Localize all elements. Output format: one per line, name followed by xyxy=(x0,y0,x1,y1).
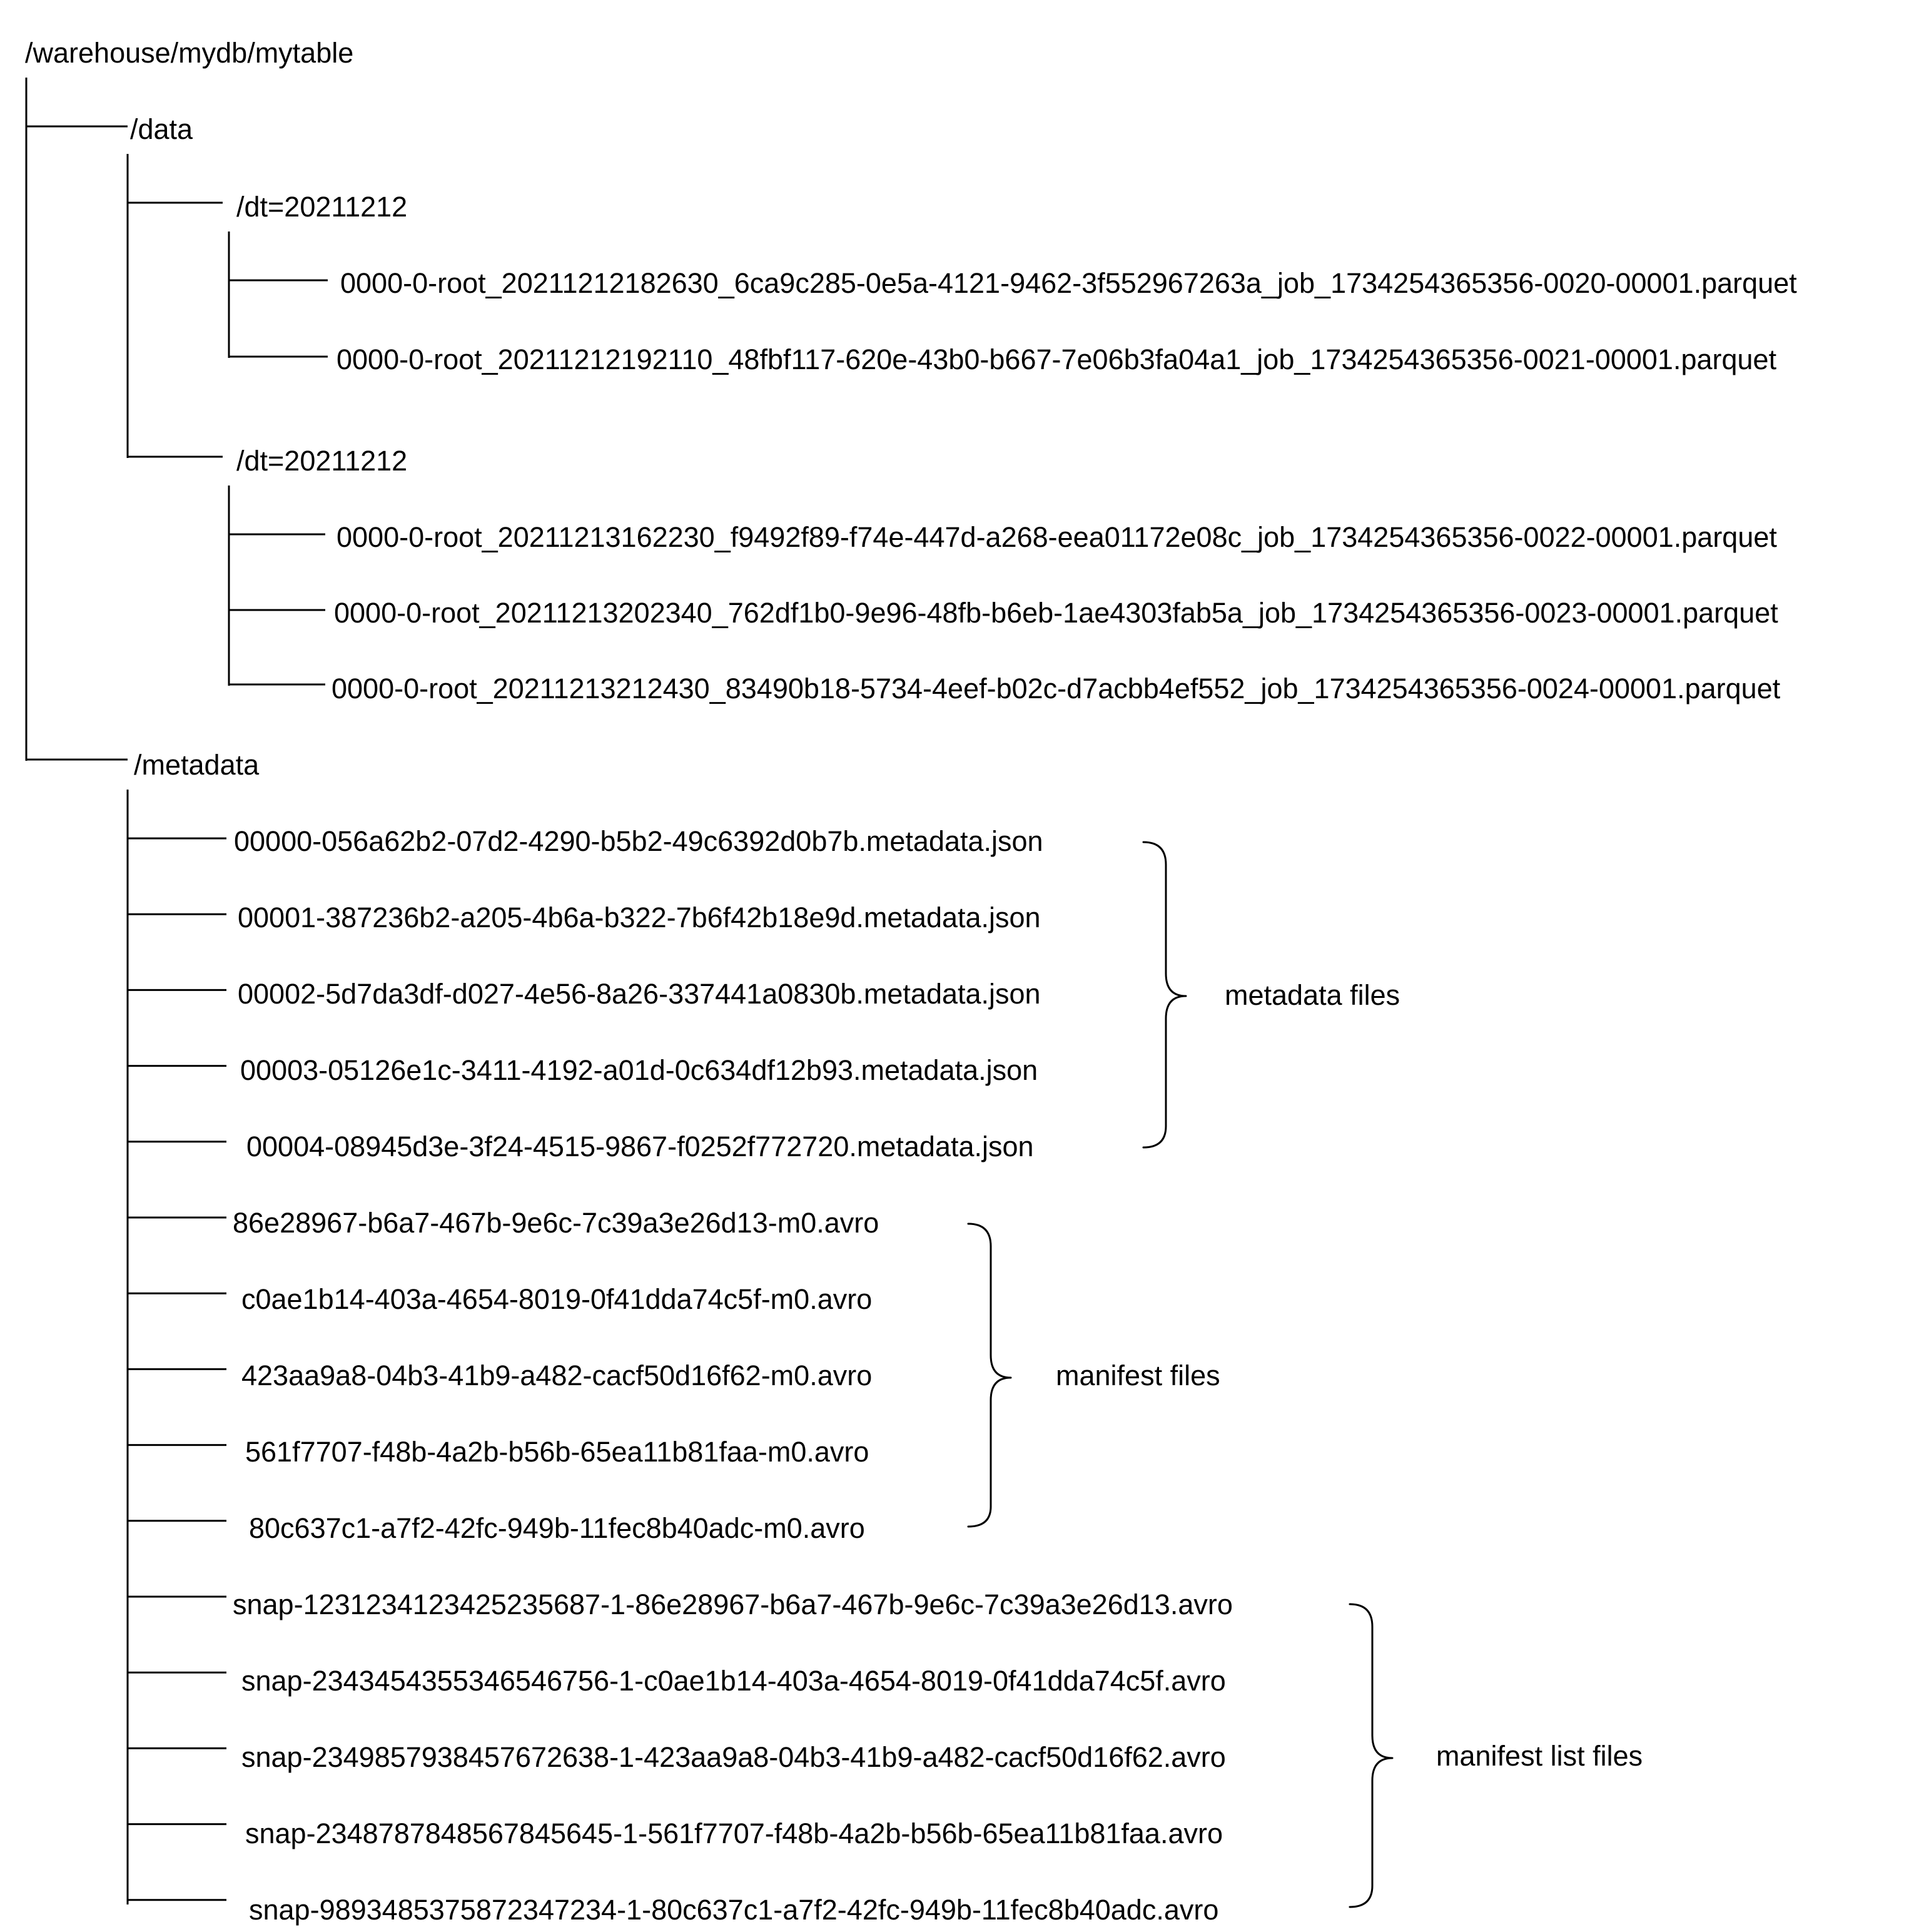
manifest-avro-file: 80c637c1-a7f2-42fc-949b-11fec8b40adc-m0.avro xyxy=(249,1512,865,1544)
metadata-json-file: 00003-05126e1c-3411-4192-a01d-0c634df12b93.metadata.json xyxy=(240,1054,1038,1086)
metadata-json-file: 00002-5d7da3df-d027-4e56-8a26-337441a0830b.metadata.json xyxy=(238,978,1041,1010)
manifest-list-avro-file: snap-2343454355346546756-1-c0ae1b14-403a-4654-8019-0f41dda74c5f.avro xyxy=(241,1665,1226,1697)
manifest-avro-file: c0ae1b14-403a-4654-8019-0f41dda74c5f-m0.avro xyxy=(241,1283,873,1315)
parquet-file: 0000-0-root_20211213162230_f9492f89-f74e-447d-a268-eea01172e08c_job_1734254365356-0022-00001.parquet xyxy=(337,521,1777,553)
metadata-files-brace xyxy=(1143,842,1186,1147)
parquet-file: 0000-0-root_20211212182630_6ca9c285-0e5a-4121-9462-3f552967263a_job_1734254365356-0020-00001.parquet xyxy=(340,267,1797,299)
manifest-list-avro-file: snap-2348787848567845645-1-561f7707-f48b-4a2b-b56b-65ea11b81faa.avro xyxy=(245,1818,1223,1849)
manifest-avro-file: 423aa9a8-04b3-41b9-a482-cacf50d16f62-m0.avro xyxy=(241,1360,873,1391)
manifest-list-files-brace xyxy=(1350,1604,1392,1907)
metadata-json-file: 00004-08945d3e-3f24-4515-9867-f0252f772720.metadata.json xyxy=(246,1131,1034,1162)
parquet-file: 0000-0-root_20211212192110_48fbf117-620e-43b0-b667-7e06b3fa04a1_job_1734254365356-0021-00001.parquet xyxy=(337,343,1777,375)
parquet-file: 0000-0-root_20211213202340_762df1b0-9e96-48fb-b6eb-1ae4303fab5a_job_1734254365356-0023-00001.parquet xyxy=(334,597,1778,629)
manifest-avro-file: 86e28967-b6a7-467b-9e6c-7c39a3e26d13-m0.avro xyxy=(233,1207,879,1239)
manifest-list-avro-file: snap-1231234123425235687-1-86e28967-b6a7-467b-9e6c-7c39a3e26d13.avro xyxy=(233,1589,1233,1620)
metadata-branch-lines xyxy=(128,838,226,1900)
manifest-list-avro-file: snap-9893485375872347234-1-80c637c1-a7f2-42fc-949b-11fec8b40adc.avro xyxy=(249,1894,1219,1926)
metadata-files-annotation: metadata files xyxy=(1225,979,1400,1011)
metadata-dir-label: /metadata xyxy=(134,749,260,781)
manifest-list-avro-file: snap-2349857938457672638-1-423aa9a8-04b3-41b9-a482-cacf50d16f62.avro xyxy=(241,1741,1226,1773)
partition-1-label: /dt=20211212 xyxy=(236,191,408,223)
data-dir-label: /data xyxy=(130,113,193,145)
manifest-avro-file: 561f7707-f48b-4a2b-b56b-65ea11b81faa-m0.avro xyxy=(245,1436,869,1468)
root-path-label: /warehouse/mydb/mytable xyxy=(25,37,354,69)
manifest-files-annotation: manifest files xyxy=(1056,1360,1220,1391)
manifest-files-brace xyxy=(968,1224,1011,1527)
metadata-json-file: 00001-387236b2-a205-4b6a-b322-7b6f42b18e9d.metadata.json xyxy=(238,902,1041,933)
manifest-list-files-annotation: manifest list files xyxy=(1436,1740,1643,1772)
parquet-file: 0000-0-root_20211213212430_83490b18-5734-4eef-b02c-d7acbb4ef552_job_1734254365356-0024-00001.parquet xyxy=(332,673,1781,704)
partition-2-label: /dt=20211212 xyxy=(236,445,408,477)
metadata-json-file: 00000-056a62b2-07d2-4290-b5b2-49c6392d0b7b.metadata.json xyxy=(234,825,1043,857)
